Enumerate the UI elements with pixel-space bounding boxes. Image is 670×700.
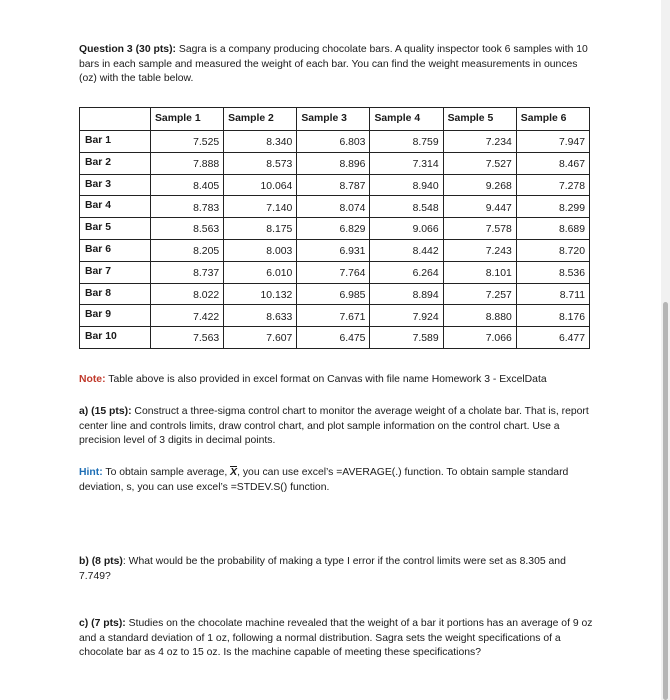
table-cell: 7.764 (297, 261, 370, 283)
row-label: Bar 1 (80, 131, 151, 153)
table-cell: 6.264 (370, 261, 443, 283)
table-cell: 8.536 (516, 261, 589, 283)
table-cell: 7.257 (443, 283, 516, 305)
note-text: Table above is also provided in excel format on Canvas with file name Homework 3 - ExcelData (105, 374, 547, 385)
row-label: Bar 4 (80, 196, 151, 218)
table-cell: 8.175 (224, 218, 297, 240)
table-cell: 8.176 (516, 305, 589, 327)
table-cell: 10.132 (224, 283, 297, 305)
table-cell: 9.447 (443, 196, 516, 218)
table-cell: 7.278 (516, 174, 589, 196)
table-row (80, 152, 590, 174)
table-cell: 7.947 (516, 131, 589, 153)
table-row (80, 261, 590, 283)
row-label: Bar 8 (80, 283, 151, 305)
part-a-text: Construct a three-sigma control chart to monitor the average weight of a cholate bar. That is, report center line and controls limits, draw control chart, and plot sample information on the control chart. Use a precision level of 3 digits in decimal points. (79, 406, 589, 447)
table-cell: 7.140 (224, 196, 297, 218)
row-label: Bar 7 (80, 261, 151, 283)
column-header: Sample 6 (516, 108, 589, 131)
table-cell: 6.475 (297, 327, 370, 349)
column-header: Sample 5 (443, 108, 516, 131)
table-cell: 6.985 (297, 283, 370, 305)
table-row (80, 327, 590, 349)
question-3-intro (79, 43, 594, 87)
hint-paragraph (79, 466, 594, 495)
row-label: Bar 5 (80, 218, 151, 240)
table-cell: 8.548 (370, 196, 443, 218)
part-b-paragraph (79, 555, 594, 584)
scrollbar-thumb[interactable] (663, 302, 668, 700)
table-row (80, 131, 590, 153)
table-cell: 7.888 (151, 152, 224, 174)
table-cell: 7.924 (370, 305, 443, 327)
table-cell: 8.737 (151, 261, 224, 283)
table-cell: 8.467 (516, 152, 589, 174)
question-3-label: Question 3 (30 pts): (79, 44, 176, 55)
table-row (80, 218, 590, 240)
weights-table (79, 107, 590, 349)
table-row (80, 239, 590, 261)
table-cell: 8.896 (297, 152, 370, 174)
table-cell: 8.101 (443, 261, 516, 283)
part-c-text: Studies on the chocolate machine revealed that the weight of a bar it portions has an average of 9 oz and a standard deviation of 1 oz, following a normal distribution. Sagra sets the weight specifications of a chocolate bar as 4 oz to 15 oz. Is the machine capable of meeting these specifications? (79, 618, 593, 659)
table-cell: 8.940 (370, 174, 443, 196)
row-label: Bar 6 (80, 239, 151, 261)
table-cell: 8.711 (516, 283, 589, 305)
table-cell: 7.589 (370, 327, 443, 349)
table-cell: 7.525 (151, 131, 224, 153)
part-b-text: : What would be the probability of making a type I error if the control limits were set as 8.305 and 7.749? (79, 556, 566, 582)
table-cell: 7.527 (443, 152, 516, 174)
column-header: Sample 3 (297, 108, 370, 131)
table-row (80, 196, 590, 218)
table-cell: 7.234 (443, 131, 516, 153)
part-a-paragraph (79, 405, 595, 449)
table-cell: 8.299 (516, 196, 589, 218)
question-3-text: Sagra is a company producing chocolate bars. A quality inspector took 6 samples with 10 bars in each sample and measured the weight of each bar. You can find the weight measurements in ounces (oz) with the table below. (79, 44, 588, 85)
part-a-label: a) (15 pts): (79, 406, 132, 417)
table-cell: 8.442 (370, 239, 443, 261)
table-cell: 8.759 (370, 131, 443, 153)
column-header: Sample 2 (224, 108, 297, 131)
table-cell: 8.894 (370, 283, 443, 305)
table-header-row (80, 108, 590, 131)
table-cell: 10.064 (224, 174, 297, 196)
table-cell: 6.010 (224, 261, 297, 283)
x-bar-symbol: X (230, 466, 237, 481)
row-label: Bar 3 (80, 174, 151, 196)
table-cell: 9.268 (443, 174, 516, 196)
table-row (80, 174, 590, 196)
table-cell: 7.563 (151, 327, 224, 349)
table-cell: 6.829 (297, 218, 370, 240)
table-cell: 8.720 (516, 239, 589, 261)
table-cell: 7.671 (297, 305, 370, 327)
table-cell: 8.880 (443, 305, 516, 327)
table-cell: 8.783 (151, 196, 224, 218)
table-cell: 8.787 (297, 174, 370, 196)
table-cell: 6.477 (516, 327, 589, 349)
hint-text-before: To obtain sample average, (102, 467, 231, 478)
part-b-label: b) (8 pts) (79, 556, 123, 567)
table-cell: 9.066 (370, 218, 443, 240)
part-c-label: c) (7 pts): (79, 618, 126, 629)
table-cell: 8.563 (151, 218, 224, 240)
table-cell: 6.803 (297, 131, 370, 153)
table-cell: 8.340 (224, 131, 297, 153)
table-row (80, 283, 590, 305)
table-cell: 7.578 (443, 218, 516, 240)
table-cell: 8.022 (151, 283, 224, 305)
hint-text-after: , you can use excel’s =AVERAGE(.) function. To obtain sample standard deviation, s, you can use excel’s =STDEV.S() function. (79, 467, 569, 493)
table-cell: 7.066 (443, 327, 516, 349)
table-cell: 8.573 (224, 152, 297, 174)
hint-label: Hint: (79, 467, 103, 478)
table-cell: 8.633 (224, 305, 297, 327)
table-cell: 7.243 (443, 239, 516, 261)
table-corner-cell (80, 108, 151, 131)
note-paragraph (79, 373, 594, 388)
note-label: Note: (79, 374, 106, 385)
row-label: Bar 9 (80, 305, 151, 327)
table-cell: 8.689 (516, 218, 589, 240)
column-header: Sample 1 (151, 108, 224, 131)
table-cell: 8.003 (224, 239, 297, 261)
part-c-paragraph (79, 617, 594, 661)
row-label: Bar 2 (80, 152, 151, 174)
row-label: Bar 10 (80, 327, 151, 349)
table-cell: 8.074 (297, 196, 370, 218)
table-cell: 8.205 (151, 239, 224, 261)
table-row (80, 305, 590, 327)
table-cell: 8.405 (151, 174, 224, 196)
table-cell: 7.422 (151, 305, 224, 327)
table-cell: 7.607 (224, 327, 297, 349)
column-header: Sample 4 (370, 108, 443, 131)
table-cell: 6.931 (297, 239, 370, 261)
table-cell: 7.314 (370, 152, 443, 174)
